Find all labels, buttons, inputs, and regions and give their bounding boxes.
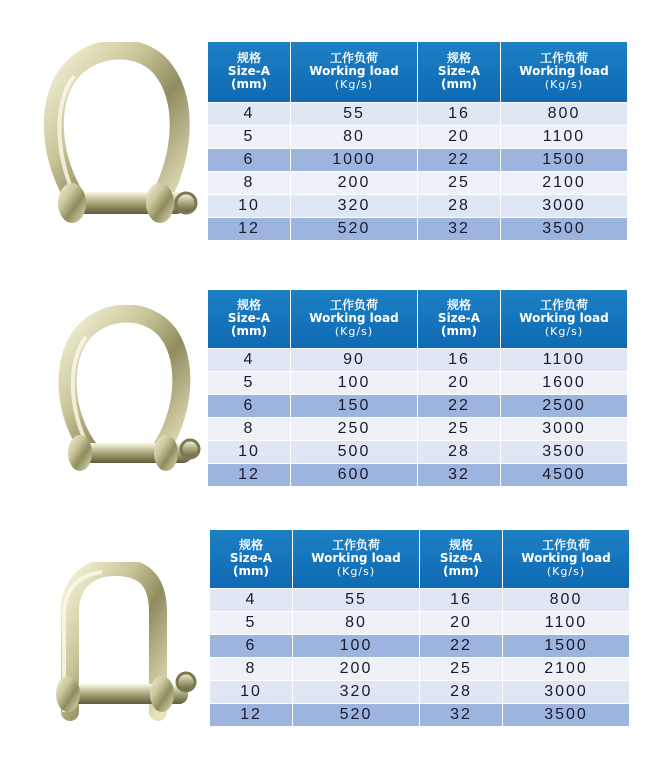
table-row [208,102,628,125]
size-cell: 20 [418,125,501,148]
size-cell: 16 [418,102,501,125]
size-cell: 32 [418,217,501,240]
load-table [207,290,628,486]
table-row [210,611,630,634]
load-cell: 200 [291,171,418,194]
size-cell: 16 [418,348,501,371]
size-cell: 12 [210,703,293,726]
bow-shackle-image [48,305,208,485]
load-cell: 600 [291,463,418,486]
load-cell: 3500 [501,440,628,463]
load-cell: 90 [291,348,418,371]
size-cell: 32 [420,703,503,726]
size-header: 规格 Size-A (mm) [208,290,291,348]
table-row [208,125,628,148]
load-cell: 3000 [503,680,630,703]
size-cell: 4 [208,102,291,125]
load-cell: 1000 [291,148,418,171]
size-header: 规格 Size-A (mm) [210,530,293,588]
size-cell: 32 [418,463,501,486]
table-row [208,417,628,440]
size-cell: 28 [418,440,501,463]
load-cell: 3500 [503,703,630,726]
table-row [208,194,628,217]
size-cell: 5 [208,371,291,394]
size-cell: 28 [420,680,503,703]
size-cell: 25 [420,657,503,680]
table-row [208,463,628,486]
size-cell: 22 [420,634,503,657]
load-cell: 1600 [501,371,628,394]
table-row [208,440,628,463]
table-row [208,394,628,417]
load-cell: 2500 [501,394,628,417]
d-shackle-image [40,562,200,752]
load-cell: 520 [291,217,418,240]
table-row [208,371,628,394]
load-cell: 80 [291,125,418,148]
size-cell: 25 [418,417,501,440]
size-cell: 4 [210,588,293,611]
size-cell: 8 [208,417,291,440]
size-header: 规格 Size-A (mm) [420,530,503,588]
load-cell: 1500 [503,634,630,657]
size-cell: 6 [208,394,291,417]
load-header: 工作负荷 Working load (Kg/s) [501,42,628,102]
size-cell: 4 [208,348,291,371]
load-cell: 3500 [501,217,628,240]
load-cell: 1100 [501,348,628,371]
table-row [210,588,630,611]
load-cell: 200 [293,657,420,680]
size-cell: 22 [418,394,501,417]
size-cell: 10 [208,440,291,463]
table-row [210,703,630,726]
load-cell: 100 [293,634,420,657]
load-cell: 1100 [503,611,630,634]
size-cell: 12 [208,217,291,240]
table-row [210,657,630,680]
load-cell: 100 [291,371,418,394]
table-row [208,171,628,194]
size-cell: 12 [208,463,291,486]
load-cell: 520 [293,703,420,726]
size-cell: 25 [418,171,501,194]
load-header: 工作负荷 Working load (Kg/s) [501,290,628,348]
table-row [210,680,630,703]
load-header: 工作负荷 Working load (Kg/s) [291,290,418,348]
size-cell: 6 [210,634,293,657]
size-cell: 22 [418,148,501,171]
load-cell: 1500 [501,148,628,171]
load-cell: 55 [293,588,420,611]
load-cell: 250 [291,417,418,440]
size-cell: 16 [420,588,503,611]
load-cell: 80 [293,611,420,634]
size-cell: 5 [208,125,291,148]
load-cell: 800 [501,102,628,125]
load-cell: 4500 [501,463,628,486]
load-table [207,42,628,240]
table-row [208,148,628,171]
load-cell: 320 [293,680,420,703]
size-header: 规格 Size-A (mm) [208,42,291,102]
size-cell: 6 [208,148,291,171]
load-cell: 150 [291,394,418,417]
table-row [208,217,628,240]
load-cell: 55 [291,102,418,125]
load-cell: 2100 [501,171,628,194]
size-cell: 28 [418,194,501,217]
load-header: 工作负荷 Working load (Kg/s) [503,530,630,588]
load-header: 工作负荷 Working load (Kg/s) [291,42,418,102]
table-row [210,634,630,657]
load-table [209,530,630,726]
table-row [208,348,628,371]
size-header: 规格 Size-A (mm) [418,290,501,348]
load-cell: 320 [291,194,418,217]
size-header: 规格 Size-A (mm) [418,42,501,102]
size-cell: 20 [420,611,503,634]
load-cell: 800 [503,588,630,611]
size-cell: 10 [208,194,291,217]
size-cell: 10 [210,680,293,703]
load-cell: 1100 [501,125,628,148]
load-cell: 3000 [501,417,628,440]
load-cell: 2100 [503,657,630,680]
spec-section-1 [0,0,650,260]
size-cell: 5 [210,611,293,634]
size-cell: 20 [418,371,501,394]
bow-shackle-image [40,42,200,247]
load-cell: 500 [291,440,418,463]
load-cell: 3000 [501,194,628,217]
size-cell: 8 [208,171,291,194]
load-header: 工作负荷 Working load (Kg/s) [293,530,420,588]
size-cell: 8 [210,657,293,680]
